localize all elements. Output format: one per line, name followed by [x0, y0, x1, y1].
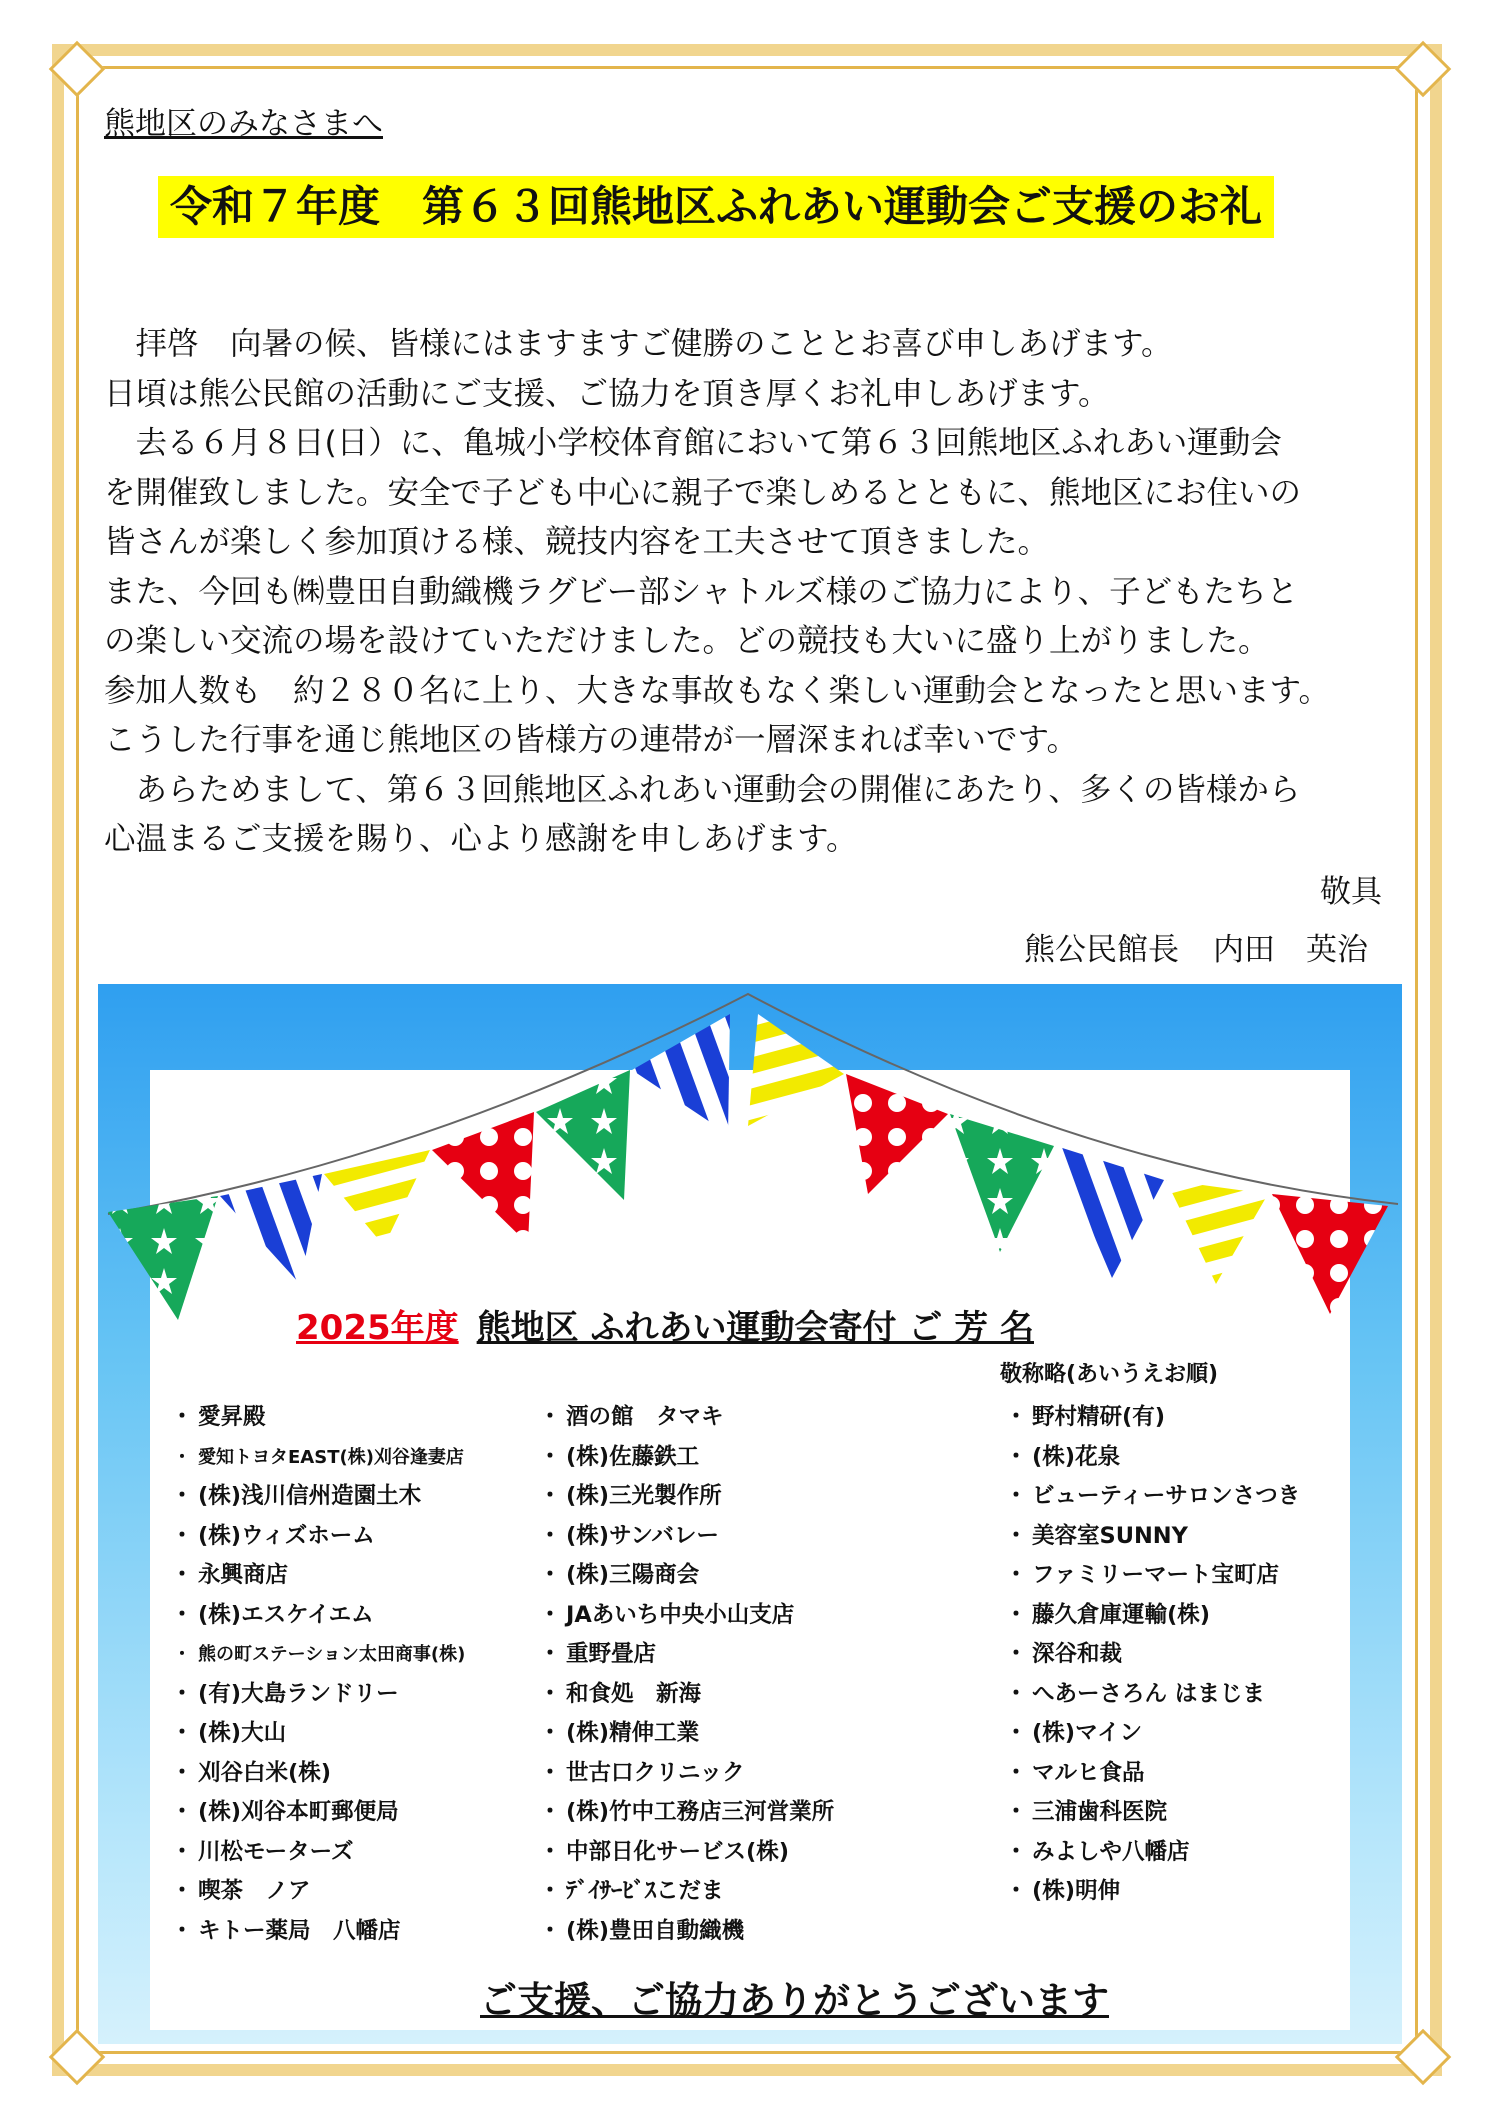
donor-column-1	[166, 1398, 465, 1951]
body-line: 参加人数も 約２８０名に上り、大きな事故もなく楽しい運動会となったと思います。	[104, 672, 1330, 709]
list-item: ・ へあーさろん はまじま	[1004, 1680, 1265, 1707]
list-item: ・ (株)三光製作所	[538, 1483, 722, 1509]
list-item: ・ 野村精研(有)	[1004, 1404, 1166, 1430]
donor-list-heading	[296, 1300, 1034, 1349]
bunting-flag	[632, 1014, 730, 1134]
list-item: ・ (株)豊田自動織機	[538, 1917, 745, 1944]
list-item: ・ 喫茶 ノア	[170, 1878, 311, 1904]
list-item: ・ (株)エスケイエム	[170, 1601, 374, 1628]
donor-column-3	[1000, 1398, 1300, 1912]
bunting-flag	[324, 1150, 430, 1246]
body-line: 拝啓 向暑の候、皆様にはますますご健勝のこととお喜び申しあげます。	[104, 326, 1173, 362]
body-line: の楽しい交流の場を設けていただけました。どの競技も大いに盛り上がりました。	[104, 623, 1270, 659]
list-item: ・ ビューティーサロンさつき	[1004, 1483, 1301, 1509]
list-item: ・ (株)浅川信州造園土木	[170, 1483, 422, 1509]
body-line: 心温まるご支援を賜り、心より感謝を申しあげます。	[104, 821, 858, 857]
bunting-flag	[950, 1114, 1054, 1252]
list-item: ・ (株)刈谷本町郵便局	[170, 1799, 399, 1825]
body-line: こうした行事を通じ熊地区の皆様方の連帯が一層深まれば幸いです。	[104, 722, 1078, 758]
list-item: ・ 酒の館 タマキ	[538, 1404, 724, 1430]
letter-body	[104, 320, 1434, 865]
donor-column-2	[534, 1398, 834, 1951]
honorific-note: 敬称略(あいうえお順)	[1000, 1362, 1219, 1387]
list-item: ・ (株)佐藤鉄工	[538, 1443, 700, 1470]
list-item: ・ (株)ウィズホーム	[170, 1522, 375, 1549]
bunting-flag	[108, 1196, 218, 1320]
list-item: ・ (有)大島ランドリー	[170, 1680, 399, 1707]
list-item: ・ 和食処 新海	[538, 1680, 702, 1707]
list-item: ・ 重野畳店	[538, 1641, 657, 1667]
signature-title: 熊公民館長	[1024, 932, 1179, 968]
list-item: ・ 世古口クリニック	[538, 1759, 745, 1786]
closing-word: 敬具	[1320, 874, 1382, 910]
bunting-flag	[220, 1174, 322, 1284]
bunting-decoration	[98, 984, 1402, 1324]
list-item: ・ ファミリーマート宝町店	[1004, 1562, 1280, 1588]
list-item: ・ マルヒ食品	[1004, 1759, 1145, 1786]
list-item: ・ 永興商店	[170, 1562, 289, 1588]
body-line: また、今回も㈱豊田自動織機ラグビー部シャトルズ様のご協力により、子どもたちと	[104, 573, 1299, 610]
list-item: ・ 中部日化サービス(株)	[538, 1838, 790, 1865]
body-line: を開催致しました。安全で子ども中心に親子で楽しめるとともに、熊地区にお住いの	[104, 474, 1302, 511]
bunting-flag	[536, 1070, 630, 1200]
list-item: ・ キトー薬局 八幡店	[170, 1917, 401, 1944]
body-line: 日頃は熊公民館の活動にご支援、ご協力を頂き厚くお礼申しあげます。	[104, 375, 1110, 412]
bunting-flag	[846, 1074, 948, 1194]
list-item: ・ 藤久倉庫運輸(株)	[1004, 1601, 1211, 1628]
list-item: ・ (株)マイン	[1004, 1720, 1143, 1746]
list-item: ・ 川松モーターズ	[170, 1838, 354, 1865]
list-item: ・ 深谷和裁	[1004, 1641, 1123, 1667]
list-item: ・ (株)サンバレー	[538, 1522, 719, 1549]
list-item: ・ (株)三陽商会	[538, 1562, 700, 1588]
thanks-message: ご支援、ご協力ありがとうございます	[480, 1979, 1109, 2022]
list-item: ・ 愛昇殿	[170, 1404, 266, 1430]
bunting-flag	[1272, 1194, 1388, 1314]
signature	[1024, 924, 1368, 969]
signature-name: 内田 英治	[1213, 932, 1368, 968]
body-line: 去る６月８日(日）に、亀城小学校体育館において第６３回熊地区ふれあい運動会	[104, 425, 1282, 461]
body-line: あらためまして、第６３回熊地区ふれあい運動会の開催にあたり、多くの皆様から	[104, 771, 1301, 808]
donor-list-title: 熊地区 ふれあい運動会寄付 ご 芳 名	[476, 1308, 1034, 1348]
list-item: ・ (株)精伸工業	[538, 1720, 700, 1746]
list-item: ・ (株)大山	[170, 1720, 287, 1746]
list-item: ・ JAあいち中央小山支店	[538, 1601, 795, 1628]
body-line: 皆さんが楽しく参加頂ける様、競技内容を工夫させて頂きました。	[104, 524, 1050, 560]
list-item: ・ 美容室SUNNY	[1004, 1522, 1188, 1549]
bunting-flag	[432, 1112, 534, 1244]
list-item: ・ (株)竹中工務店三河営業所	[538, 1799, 835, 1825]
list-item: ・ (株)花泉	[1004, 1443, 1121, 1470]
bunting-flag	[1056, 1146, 1164, 1278]
addressee: 熊地区のみなさまへ	[104, 106, 383, 142]
list-item: ・ 刈谷白米(株)	[170, 1759, 332, 1786]
donor-list-year: 2025年度	[296, 1308, 459, 1348]
bunting-flag	[748, 1014, 844, 1126]
list-item: ・ ﾃﾞｲｻｰﾋﾞｽこだま	[538, 1878, 724, 1904]
list-item: ・ 愛知トヨタEAST(株)刈谷逢妻店	[173, 1446, 464, 1468]
list-item: ・ 三浦歯科医院	[1004, 1799, 1168, 1825]
list-item: ・ 熊の町ステーション太田商事(株)	[173, 1644, 466, 1665]
bunting-flag	[1166, 1180, 1268, 1284]
page-title: 令和７年度 第６３回熊地区ふれあい運動会ご支援のお礼	[158, 176, 1274, 238]
list-item: ・ (株)明伸	[1004, 1878, 1121, 1904]
list-item: ・ みよしや八幡店	[1004, 1838, 1190, 1865]
